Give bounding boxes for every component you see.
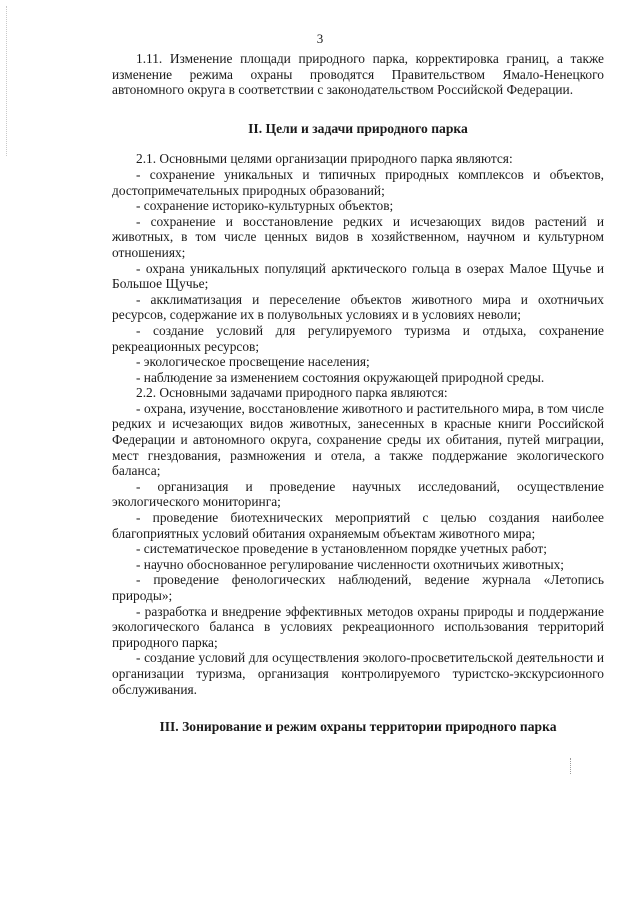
section-2-body — [112, 151, 604, 697]
list-item: - сохранение историко-культурных объектов; — [136, 198, 394, 214]
list-item: - охрана, изучение, восстановление животного и растительного мира, в том числе редких и исчезающих видов животных, занесенных в красные книги Российской Федерации и автономного округа, сохранение среды их обитания, путей миграции, мест гнездования, размножения и отела, а также поддержание экологического баланса; — [112, 400, 604, 479]
paragraph: 2.2. Основными задачами природного парка являются: — [136, 385, 448, 401]
list-item: - сохранение уникальных и типичных природных комплексов и объектов, достопримечательных природных образований; — [112, 166, 604, 198]
section-3-title: III. Зонирование и режим охраны территории природного парка — [159, 719, 557, 735]
paragraph: 2.1. Основными целями организации природного парка являются: — [136, 151, 513, 167]
list-item: - создание условий для осуществления эколого-просветительской деятельности и организации туризма, организация контролируемого туристско-экскурсионного обслуживания. — [112, 650, 604, 697]
list-item: - проведение фенологических наблюдений, ведение журнала «Летопись природы»; — [112, 572, 604, 603]
list-item: - сохранение и восстановление редких и исчезающих видов растений и животных, в том числе ценных видов в хозяйственном, научном и культурном отношениях; — [112, 213, 604, 260]
list-item: - акклиматизация и переселение объектов животного мира и охотничьих ресурсов, содержание их в полувольных условиях и в условиях неволи; — [112, 291, 604, 323]
list-item: - систематическое проведение в установленном порядке учетных работ; — [136, 541, 547, 557]
section-2-title: II. Цели и задачи природного парка — [248, 120, 468, 136]
list-item: - создание условий для регулируемого туризма и отдыха, сохранение рекреационных ресурсов; — [112, 322, 604, 354]
scan-speck — [570, 758, 573, 774]
list-item: - наблюдение за изменением состояния окружающей природной среды. — [136, 369, 545, 385]
page-content — [112, 51, 604, 735]
list-item: - организация и проведение научных исследований, осуществление экологического мониторинга; — [112, 478, 604, 510]
list-item: - разработка и внедрение эффективных методов охраны природы и поддержание экологического баланса в условиях рекреационного использования территорий природного парка; — [112, 603, 604, 650]
paragraph-1-11: 1.11. Изменение площади природного парка, корректировка границ, а также изменение режима охраны проводятся Правительством Ямало-Ненецкого автономного округа в соответствии с законодательством Российской Федерации. — [112, 51, 604, 98]
list-item: - экологическое просвещение населения; — [136, 354, 370, 370]
list-item: - научно обоснованное регулирование численности охотничьих животных; — [136, 556, 565, 572]
scan-margin-mark — [6, 6, 8, 156]
page-number: 3 — [316, 31, 324, 46]
list-item: - охрана уникальных популяций арктического гольца в озерах Малое Щучье и Большое Щучье; — [112, 260, 604, 292]
list-item: - проведение биотехнических мероприятий с целью создания наиболее благоприятных условий обитания охраняемым объектам животного мира; — [112, 510, 604, 541]
